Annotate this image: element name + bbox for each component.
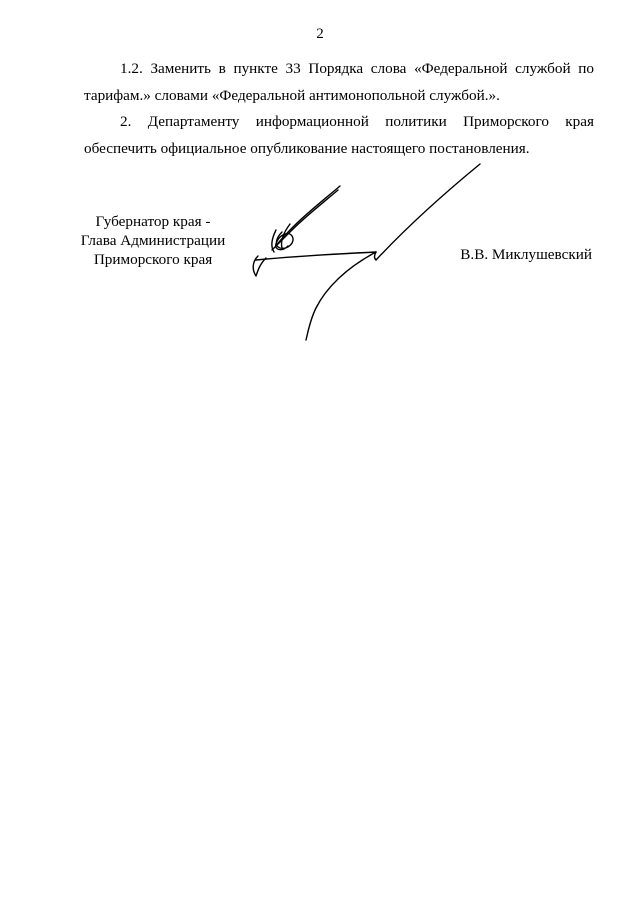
signatory-title-line: Глава Администрации [80,232,226,249]
signatory-title-line: Приморского края [93,251,213,268]
signatory-title [78,212,228,269]
page-number: 2 [316,26,324,42]
signatory-name: В.В. Миклушевский [460,246,592,263]
paragraph-2: 2. Департаменту информационной политики Приморского края обеспечить официальное опубликование настоящего постановления. [84,113,594,157]
paragraph-1-2: 1.2. Заменить в пункте 33 Порядка слова «Федеральной службой по тарифам.» словами «Федеральной антимонопольной службой.». [84,60,594,104]
signatory-title-line: Губернатор края - [95,213,211,230]
